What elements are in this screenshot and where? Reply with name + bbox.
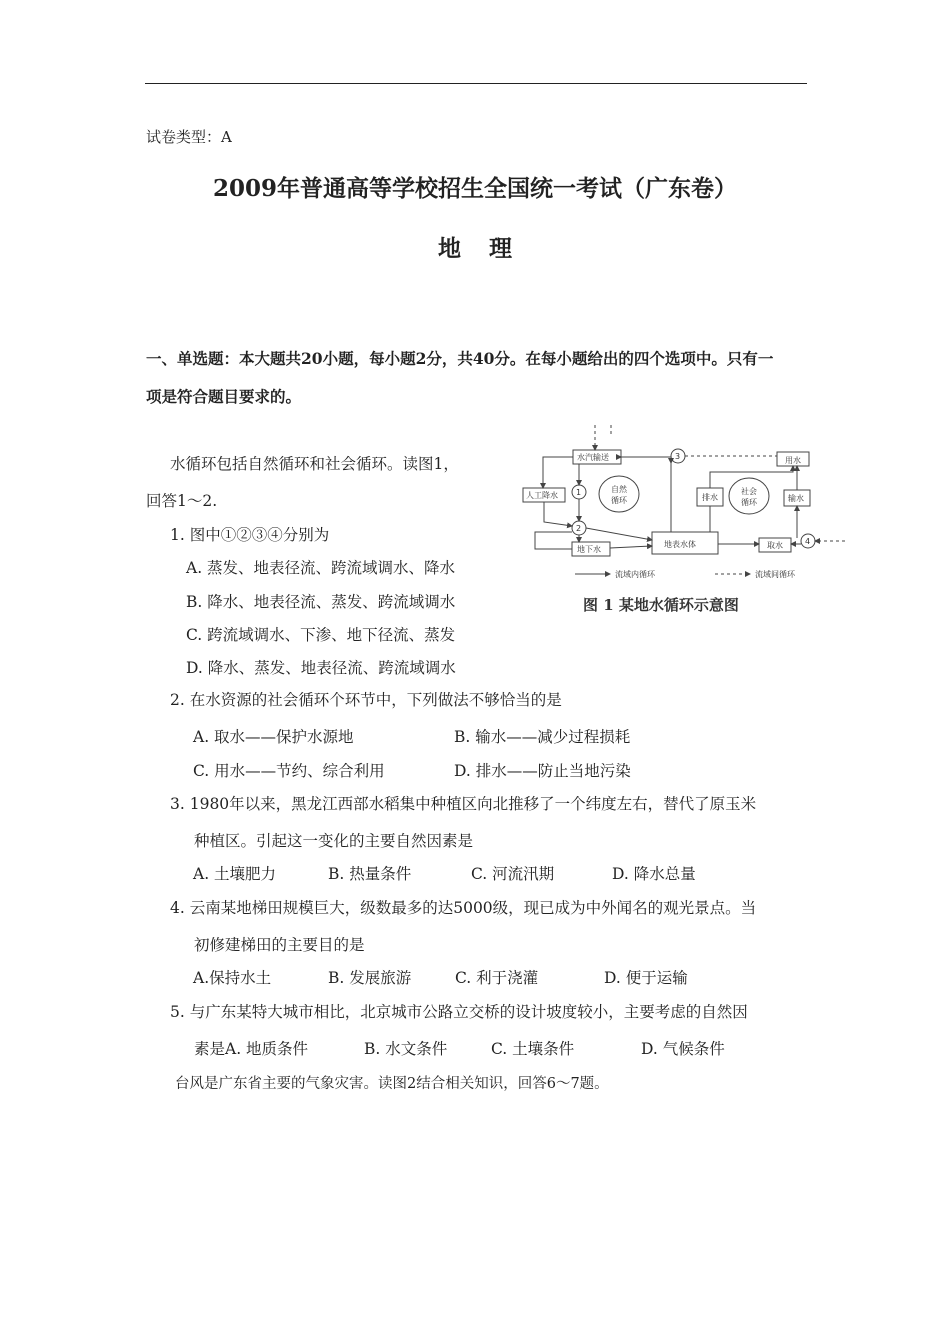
natural-cycle-ellipse <box>599 476 639 512</box>
q2-option-c: C. 用水——节约、综合利用 <box>193 762 385 780</box>
groundwater-label: 地下水 <box>577 545 601 554</box>
q1-stem: 1. 图中①②③④分别为 <box>170 526 330 544</box>
drain-label: 排水 <box>702 493 718 502</box>
q3-option-b: B. 热量条件 <box>328 865 412 883</box>
q3-stem-line1: 3. 1980年以来，黑龙江西部水稻集中种植区向北推移了一个纬度左右，替代了原玉米 <box>170 795 757 813</box>
q4-stem-line1: 4. 云南某地梯田规模巨大，级数最多的达5000级，现已成为中外闻名的观光景点。当 <box>170 899 757 917</box>
q1-option-a: A. 蒸发、地表径流、跨流域调水、降水 <box>186 559 456 577</box>
circle-2-label: 2 <box>576 524 582 533</box>
transport-label: 输水 <box>788 494 804 503</box>
water-cycle-diagram <box>515 420 850 590</box>
q4-option-d: D. 便于运输 <box>604 969 688 987</box>
vapor-label: 水汽输送 <box>577 453 609 462</box>
q5-option-d: D. 气候条件 <box>641 1040 725 1058</box>
q1-option-c: C. 跨流域调水、下渗、地下径流、蒸发 <box>186 626 456 644</box>
q3-option-c: C. 河流汛期 <box>471 865 555 883</box>
intro-line1: 水循环包括自然循环和社会循环。读图1， <box>170 455 459 473</box>
use-label: 用水 <box>785 456 801 465</box>
circle-4-label: 4 <box>805 537 811 546</box>
q3-option-d: D. 降水总量 <box>612 865 696 883</box>
legend-outer-label: 流域间循环 <box>755 570 795 579</box>
q5-stem-line1: 5. 与广东某特大城市相比，北京城市公路立交桥的设计坡度较小，主要考虑的自然因 <box>170 1003 748 1021</box>
q2-option-b: B. 输水——减少过程损耗 <box>454 728 631 746</box>
q3-option-a: A. 土壤肥力 <box>193 865 277 883</box>
q5-stem-line2: 素是A. 地质条件 <box>194 1040 309 1058</box>
q2-option-d: D. 排水——防止当地污染 <box>454 762 631 780</box>
social-cycle-label-1: 社会 <box>741 487 757 496</box>
social-cycle-label-2: 循环 <box>741 498 757 507</box>
q4-option-c: C. 利于浇灌 <box>455 969 539 987</box>
q2-option-a: A. 取水——保护水源地 <box>193 728 354 746</box>
exam-title: 2009年普通高等学校招生全国统一考试（广东卷） <box>212 175 737 202</box>
section-heading-line2: 项是符合题目要求的。 <box>146 387 302 406</box>
legend-inner-label: 流域内循环 <box>615 570 655 579</box>
q1-option-b: B. 降水、地表径流、蒸发、跨流域调水 <box>186 593 456 611</box>
social-cycle-ellipse <box>729 478 769 514</box>
next-section-intro: 台风是广东省主要的气象灾害。读图2结合相关知识，回答6～7题。 <box>175 1076 609 1092</box>
subject-title: 地理 <box>438 235 540 262</box>
header-rule <box>145 83 807 84</box>
q2-stem: 2. 在水资源的社会循环个环节中，下列做法不够恰当的是 <box>170 691 562 709</box>
artificial-rain-label: 人工降水 <box>526 491 558 500</box>
surface-water-label: 地表水体 <box>664 540 696 549</box>
q1-option-d: D. 降水、蒸发、地表径流、跨流域调水 <box>186 659 456 677</box>
intake-label: 取水 <box>767 541 783 550</box>
q4-option-a: A.保持水土 <box>193 969 272 987</box>
q4-stem-line2: 初修建梯田的主要目的是 <box>194 936 365 954</box>
q3-stem-line2: 种植区。引起这一变化的主要自然因素是 <box>194 832 474 850</box>
q5-option-b: B. 水文条件 <box>364 1040 448 1058</box>
circle-3-label: 3 <box>675 452 681 461</box>
circle-1-label: 1 <box>576 488 582 497</box>
intro-line2: 回答1～2. <box>146 492 218 510</box>
section-heading-line1: 一、单选题：本大题共20小题，每小题2分，共40分。在每小题给出的四个选项中。只有一 <box>146 349 774 368</box>
figure-caption: 图 1 某地水循环示意图 <box>583 596 739 614</box>
natural-cycle-label-1: 自然 <box>611 485 627 494</box>
natural-cycle-label-2: 循环 <box>611 496 627 505</box>
paper-type: 试卷类型：A <box>146 128 232 146</box>
q4-option-b: B. 发展旅游 <box>328 969 412 987</box>
q5-option-c: C. 土壤条件 <box>491 1040 575 1058</box>
